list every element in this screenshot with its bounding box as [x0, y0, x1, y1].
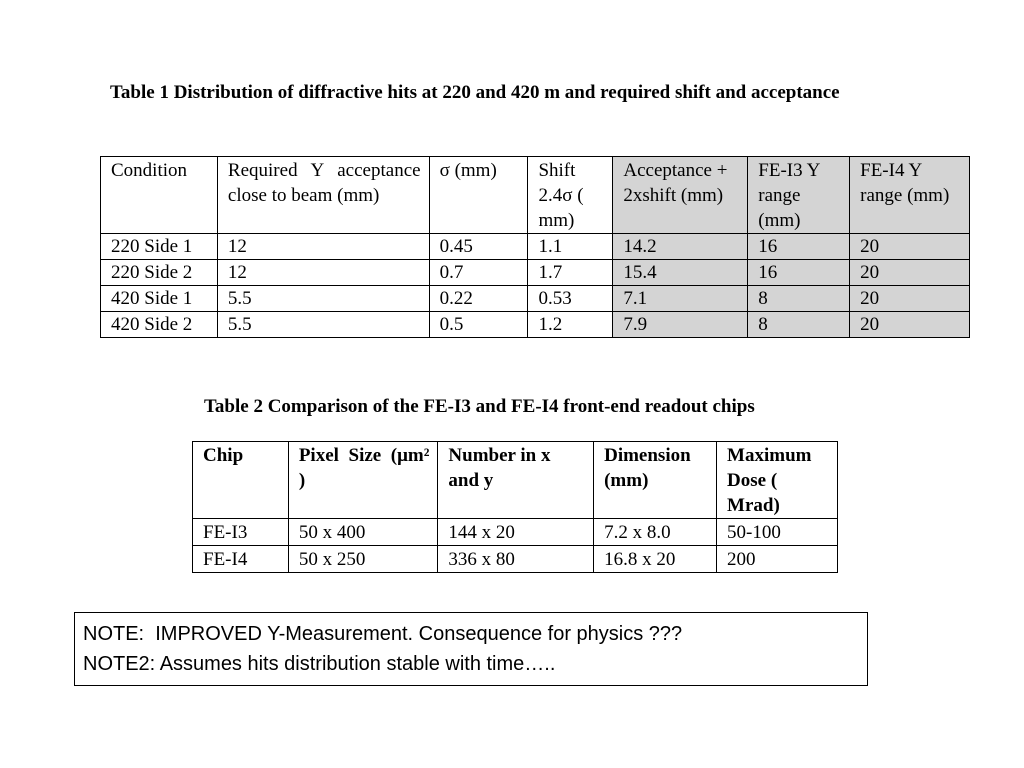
table-cell: 50-100 — [717, 519, 838, 546]
header-pixel-size: Pixel Size (μm² ) — [288, 442, 438, 519]
header-dimension: Dimension (mm) — [594, 442, 717, 519]
table-cell: 50 x 400 — [288, 519, 438, 546]
table-cell: 1.2 — [528, 312, 613, 338]
header-chip: Chip — [193, 442, 289, 519]
table-row — [193, 546, 838, 573]
table-cell: 336 x 80 — [438, 546, 594, 573]
table-header-row — [101, 157, 970, 234]
table-row — [101, 312, 970, 338]
table-row — [101, 260, 970, 286]
table2-caption: Table 2 Comparison of the FE-I3 and FE-I4 front-end readout chips — [204, 396, 755, 417]
table-cell: 12 — [217, 260, 429, 286]
table-row — [193, 519, 838, 546]
table-cell: 0.5 — [429, 312, 528, 338]
table-cell: 16 — [748, 260, 850, 286]
table-cell: 220 Side 1 — [101, 234, 218, 260]
table-cell: 50 x 250 — [288, 546, 438, 573]
table-cell: 0.7 — [429, 260, 528, 286]
table-cell: 220 Side 2 — [101, 260, 218, 286]
table-cell: 14.2 — [613, 234, 748, 260]
table-cell: 0.22 — [429, 286, 528, 312]
table-cell: 12 — [217, 234, 429, 260]
header-condition: Condition — [101, 157, 218, 234]
header-fe-i4-range: FE-I4 Y range (mm) — [850, 157, 970, 234]
note-box — [74, 612, 868, 686]
table-cell: 1.1 — [528, 234, 613, 260]
header-acceptance-shift: Acceptance + 2xshift (mm) — [613, 157, 748, 234]
table-cell: 5.5 — [217, 286, 429, 312]
diffractive-hits-table — [100, 156, 970, 338]
table1-caption: Table 1 Distribution of diffractive hits at 220 and 420 m and required shift and acceptance — [110, 82, 840, 103]
table-cell: FE-I3 — [193, 519, 289, 546]
table-cell: 7.1 — [613, 286, 748, 312]
table-cell: 7.9 — [613, 312, 748, 338]
table-cell: 200 — [717, 546, 838, 573]
header-required-y-acceptance: Required Y acceptance close to beam (mm) — [217, 157, 429, 234]
note-line-2: NOTE2: Assumes hits distribution stable with time….. — [83, 653, 556, 675]
table-cell: 420 Side 2 — [101, 312, 218, 338]
header-sigma: σ (mm) — [429, 157, 528, 234]
table-cell: 0.53 — [528, 286, 613, 312]
table-cell: 16 — [748, 234, 850, 260]
table-cell: 5.5 — [217, 312, 429, 338]
table-header-row — [193, 442, 838, 519]
table-cell: 15.4 — [613, 260, 748, 286]
table-cell: 8 — [748, 286, 850, 312]
table-row — [101, 234, 970, 260]
chip-comparison-table — [192, 441, 838, 573]
table-cell: 20 — [850, 286, 970, 312]
table-cell: 8 — [748, 312, 850, 338]
table-cell: 1.7 — [528, 260, 613, 286]
table-cell: 16.8 x 20 — [594, 546, 717, 573]
header-number-xy: Number in x and y — [438, 442, 594, 519]
header-fe-i3-range: FE-I3 Y range (mm) — [748, 157, 850, 234]
table-cell: 20 — [850, 234, 970, 260]
table-cell: 144 x 20 — [438, 519, 594, 546]
table-cell: 20 — [850, 260, 970, 286]
table-cell: FE-I4 — [193, 546, 289, 573]
table-cell: 420 Side 1 — [101, 286, 218, 312]
header-max-dose: Maximum Dose ( Mrad) — [717, 442, 838, 519]
table-cell: 7.2 x 8.0 — [594, 519, 717, 546]
table-cell: 20 — [850, 312, 970, 338]
table-cell: 0.45 — [429, 234, 528, 260]
note-line-1: NOTE: IMPROVED Y-Measurement. Consequence for physics ??? — [83, 623, 683, 645]
table-row — [101, 286, 970, 312]
header-shift: Shift 2.4σ ( mm) — [528, 157, 613, 234]
